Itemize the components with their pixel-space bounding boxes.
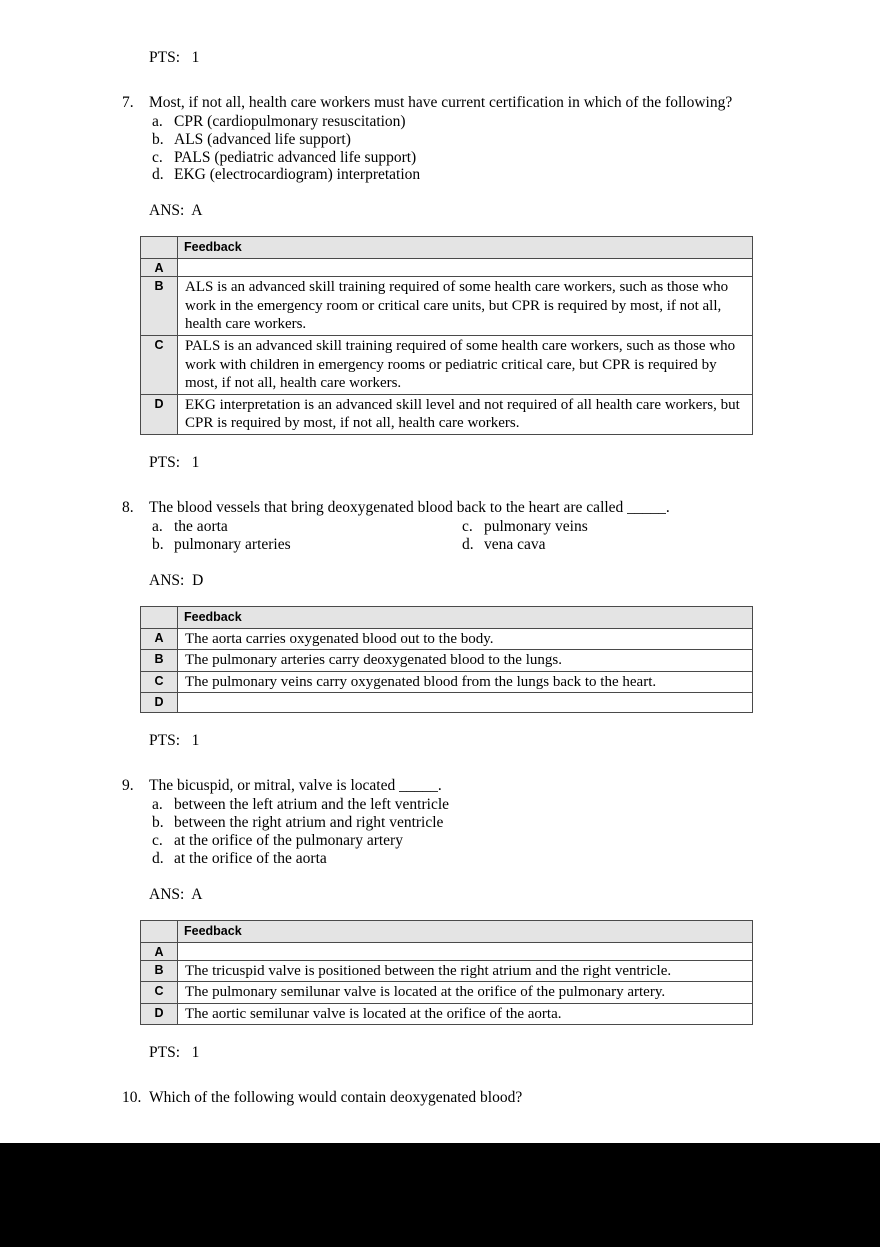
answer-label: ANS:	[149, 571, 185, 589]
choice-item[interactable]	[122, 850, 762, 868]
page-bottom-band	[0, 1143, 880, 1247]
feedback-table-wrapper	[122, 236, 762, 435]
pts-label: PTS:	[149, 453, 181, 471]
table-header-feedback: Feedback	[178, 237, 753, 259]
page-content	[122, 48, 762, 1107]
choice-letter: c.	[462, 517, 473, 535]
question-stem	[122, 1088, 762, 1107]
choice-text: pulmonary veins	[484, 517, 588, 535]
table-header-row	[141, 606, 753, 628]
row-letter: D	[141, 1003, 178, 1025]
row-feedback-text: The aorta carries oxygenated blood out to the body.	[178, 628, 753, 650]
pts-value: 1	[191, 1044, 200, 1062]
row-feedback-text: EKG interpretation is an advanced skill level and not required of all health care workers, but CPR is required by most, if not all, health care workers.	[178, 394, 753, 434]
feedback-table-wrapper	[122, 920, 762, 1026]
pts-spacer	[180, 732, 192, 749]
pts-value: 1	[191, 49, 200, 66]
pts-line	[122, 453, 762, 472]
table-row	[141, 960, 753, 982]
question-block-9	[122, 776, 762, 1062]
choice-text: pulmonary arteries	[174, 535, 291, 553]
choice-text: PALS (pediatric advanced life support)	[174, 148, 417, 166]
choice-letter: a.	[152, 796, 163, 814]
row-feedback-text	[178, 693, 753, 713]
table-header-blank	[141, 606, 178, 628]
answer-value: A	[191, 202, 203, 220]
row-letter: D	[141, 693, 178, 713]
question-block-8	[122, 498, 762, 750]
row-feedback-text: ALS is an advanced skill training required of some health care workers, such as those who work in the emergency room or critical care units, but CPR is required by most, if not all, health care workers.	[178, 277, 753, 336]
choice-item[interactable]	[122, 796, 762, 814]
row-letter: C	[141, 982, 178, 1004]
choice-item[interactable]	[432, 536, 732, 554]
feedback-table	[140, 606, 753, 714]
choice-item[interactable]	[122, 166, 762, 184]
question-number: 10.	[122, 1089, 142, 1107]
answer-line	[122, 885, 762, 904]
row-feedback-text	[178, 942, 753, 960]
choice-item[interactable]	[122, 113, 762, 131]
table-row	[141, 942, 753, 960]
pts-line	[122, 1043, 762, 1062]
row-letter: D	[141, 394, 178, 434]
question-block-10	[122, 1088, 762, 1107]
choice-text: between the left atrium and the left ventricle	[174, 796, 450, 814]
pts-line-top	[122, 48, 762, 67]
question-block-7	[122, 93, 762, 472]
choice-letter: a.	[152, 517, 163, 535]
row-letter: C	[141, 671, 178, 693]
table-header-row	[141, 920, 753, 942]
choice-list	[122, 518, 762, 554]
answer-value: A	[191, 885, 203, 903]
feedback-table	[140, 236, 753, 435]
pts-label: PTS:	[149, 1044, 181, 1062]
question-text: The blood vessels that bring deoxygenated blood back to the heart are called _____.	[149, 498, 670, 516]
table-row	[141, 693, 753, 713]
choice-text: CPR (cardiopulmonary resuscitation)	[174, 113, 406, 130]
choice-letter: d.	[152, 166, 164, 184]
row-feedback-text: The tricuspid valve is positioned between the right atrium and the right ventricle.	[178, 960, 753, 982]
choice-letter: c.	[152, 831, 163, 849]
answer-value: D	[192, 571, 204, 589]
answer-line	[122, 571, 762, 590]
choice-text: ALS (advanced life support)	[174, 130, 351, 148]
row-feedback-text: PALS is an advanced skill training required of some health care workers, such as those who work with children in emergency rooms or pediatric critical care, but CPR is required by most, if not all, health care workers.	[178, 335, 753, 394]
choice-text: the aorta	[174, 517, 228, 535]
row-letter: A	[141, 628, 178, 650]
table-row	[141, 1003, 753, 1025]
table-row	[141, 259, 753, 277]
answer-spacer	[184, 572, 192, 589]
answer-label: ANS:	[149, 202, 185, 220]
answer-line	[122, 201, 762, 220]
pts-label: PTS:	[149, 732, 181, 750]
choice-letter: d.	[152, 849, 164, 867]
choice-column-right	[432, 518, 732, 554]
pts-line	[122, 731, 762, 750]
row-letter: A	[141, 259, 178, 277]
pts-value: 1	[191, 453, 200, 471]
row-letter: C	[141, 335, 178, 394]
pts-spacer	[180, 1044, 192, 1061]
table-row	[141, 335, 753, 394]
choice-text: vena cava	[484, 535, 546, 553]
choice-letter: b.	[152, 535, 164, 553]
table-row	[141, 982, 753, 1004]
row-feedback-text: The pulmonary arteries carry deoxygenated blood to the lungs.	[178, 650, 753, 672]
table-header-feedback: Feedback	[178, 606, 753, 628]
row-feedback-text	[178, 259, 753, 277]
pts-label: PTS:	[149, 49, 181, 66]
pts-value: 1	[191, 732, 200, 750]
choice-item[interactable]	[122, 832, 762, 850]
pts-spacer	[180, 454, 192, 471]
choice-letter: d.	[462, 535, 474, 553]
question-text: The bicuspid, or mitral, valve is located _____.	[149, 777, 442, 795]
choice-item[interactable]	[122, 149, 762, 167]
question-number: 7.	[122, 94, 134, 111]
question-stem	[122, 776, 762, 795]
choice-text: at the orifice of the aorta	[174, 849, 327, 867]
choice-item[interactable]	[122, 814, 762, 832]
question-text: Which of the following would contain deoxygenated blood?	[149, 1089, 523, 1107]
pts-spacer	[180, 49, 192, 66]
row-letter: B	[141, 277, 178, 336]
question-number: 9.	[122, 777, 134, 795]
table-header-row	[141, 237, 753, 259]
choice-item[interactable]	[122, 131, 762, 149]
table-row	[141, 628, 753, 650]
row-letter: B	[141, 960, 178, 982]
table-row	[141, 277, 753, 336]
feedback-table-wrapper	[122, 606, 762, 714]
choice-letter: b.	[152, 814, 164, 832]
question-text: Most, if not all, health care workers must have current certification in which of the following?	[149, 94, 733, 111]
answer-label: ANS:	[149, 885, 185, 903]
question-number: 8.	[122, 498, 134, 516]
question-stem	[122, 498, 762, 517]
feedback-table	[140, 920, 753, 1026]
choice-letter: a.	[152, 113, 163, 130]
choice-item[interactable]	[122, 518, 432, 536]
table-header-blank	[141, 920, 178, 942]
choice-letter: b.	[152, 130, 164, 148]
row-letter: A	[141, 942, 178, 960]
choice-item[interactable]	[432, 518, 732, 536]
choice-item[interactable]	[122, 536, 432, 554]
table-row	[141, 650, 753, 672]
row-feedback-text: The aortic semilunar valve is located at the orifice of the aorta.	[178, 1003, 753, 1025]
choice-text: EKG (electrocardiogram) interpretation	[174, 166, 421, 184]
table-header-blank	[141, 237, 178, 259]
row-feedback-text: The pulmonary semilunar valve is located at the orifice of the pulmonary artery.	[178, 982, 753, 1004]
table-header-feedback: Feedback	[178, 920, 753, 942]
table-row	[141, 671, 753, 693]
choice-column-left	[122, 518, 432, 554]
choice-list	[122, 113, 762, 184]
choice-letter: c.	[152, 148, 163, 166]
table-row	[141, 394, 753, 434]
question-stem	[122, 93, 762, 112]
choice-text: between the right atrium and right ventricle	[174, 814, 444, 832]
choice-list	[122, 796, 762, 867]
row-letter: B	[141, 650, 178, 672]
row-feedback-text: The pulmonary veins carry oxygenated blood from the lungs back to the heart.	[178, 671, 753, 693]
choice-text: at the orifice of the pulmonary artery	[174, 831, 403, 849]
